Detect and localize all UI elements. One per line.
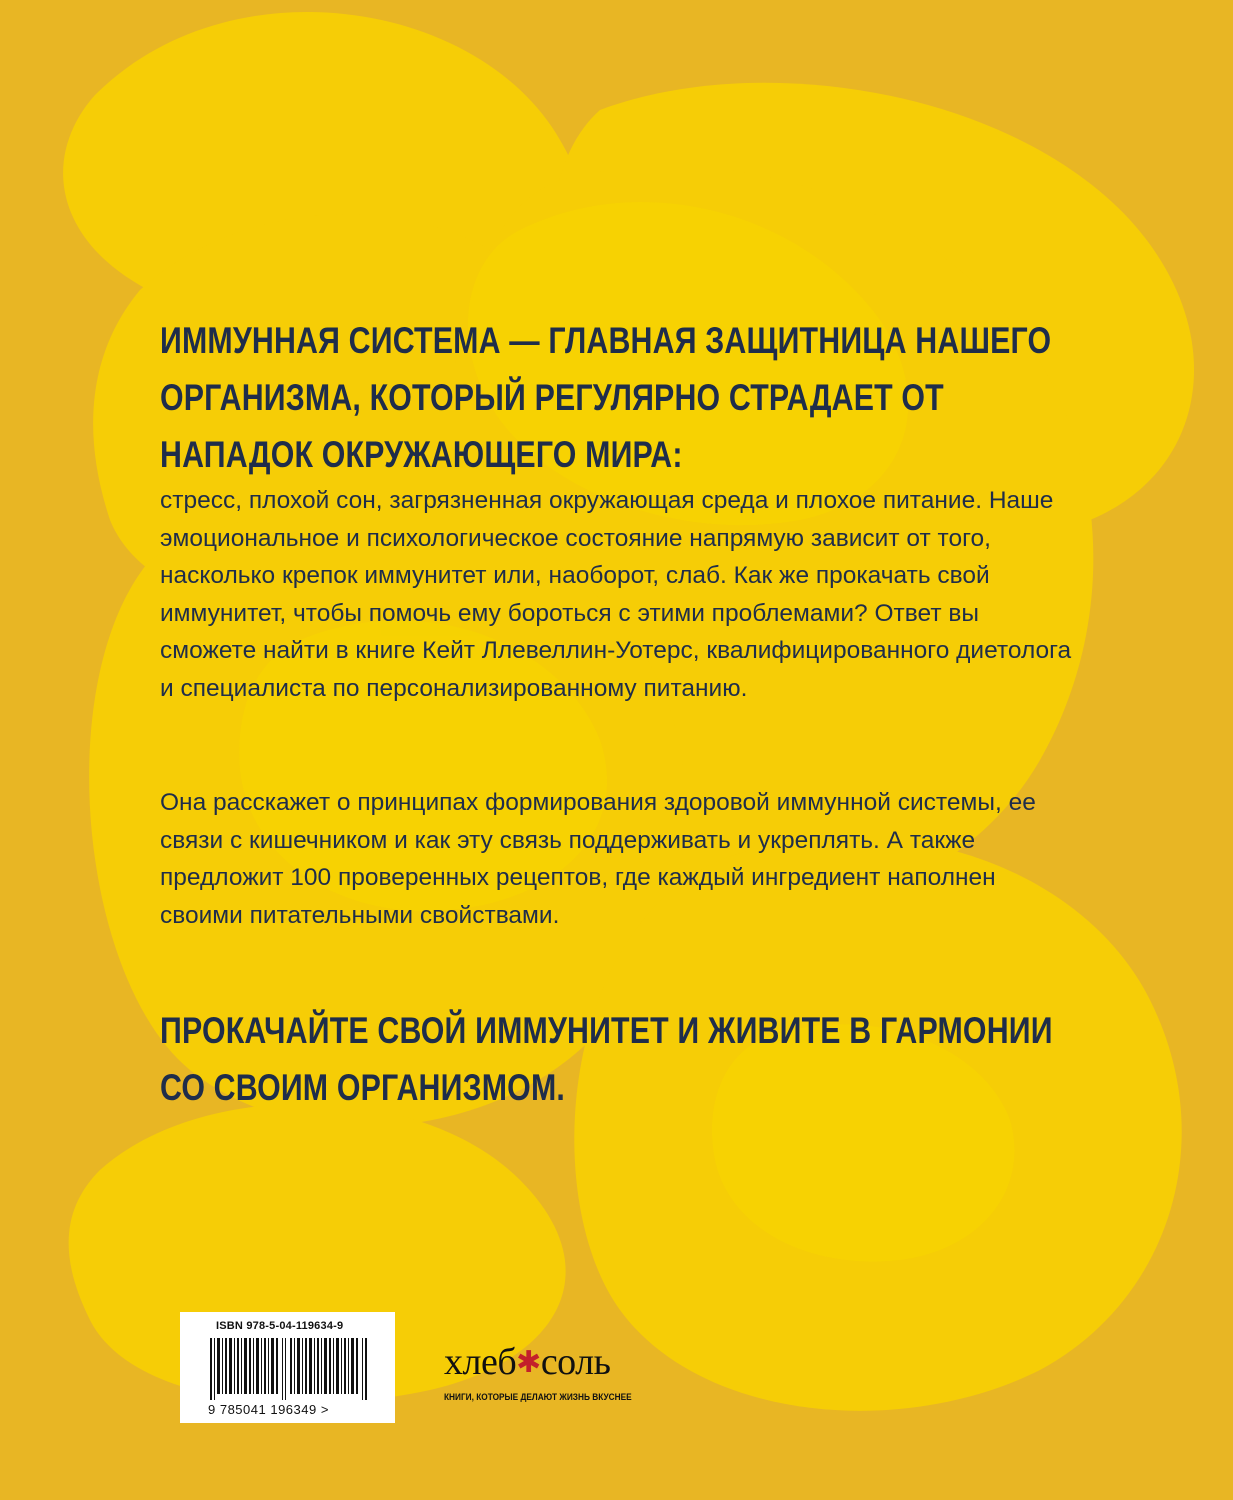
description-paragraph-1: стресс, плохой сон, загрязненная окружающая среда и плохое питание. Наше эмоциональное и психологическое состояние напрямую зависит от того, насколько крепок иммунитет или, наоборот, слаб. Как же прокачать свой иммунитет, чтобы помочь ему бороться с этими проблемами? Ответ вы сможете найти в книге Кейт Ллевеллин-Уотерс, квалифицированного диетолога и специалиста по персонализированному питанию. [160,487,1072,702]
headline-intro: ИММУННАЯ СИСТЕМА — ГЛАВНАЯ ЗАЩИТНИЦА НАШЕГО ОРГАНИЗМА, КОТОРЫЙ РЕГУЛЯРНО СТРАДАЕТ ОТ НАПАДОК ОКРУЖАЮЩЕГО МИРА: [160,320,1052,475]
asterisk-icon: ✱ [516,1346,541,1379]
publisher-name [444,1340,744,1384]
isbn-label: ISBN 978-5-04-119634-9 [216,1320,344,1332]
barcode-icon [210,1338,370,1400]
isbn-digits: 9 785041 196349 > [208,1402,329,1417]
barcode-block [180,1312,395,1423]
publisher-name-right: соль [540,1341,611,1383]
description-paragraph-2: Она расскажет о принципах формирования здоровой иммунной системы, ее связи с кишечником и как эту связь поддерживать и укреплять. А также предложит 100 проверенных рецептов, где каждый ингредиент наполнен своими питательными свойствами. [160,789,1036,929]
publisher-name-left: хлеб [444,1341,517,1383]
publisher-tagline: КНИГИ, КОТОРЫЕ ДЕЛАЮТ ЖИЗНЬ ВКУСНЕЕ [444,1392,632,1402]
publisher-logo [444,1340,744,1420]
headline-call-to-action: ПРОКАЧАЙТЕ СВОЙ ИММУНИТЕТ И ЖИВИТЕ В ГАРМОНИИ СО СВОИМ ОРГАНИЗМОМ. [160,1010,1053,1108]
